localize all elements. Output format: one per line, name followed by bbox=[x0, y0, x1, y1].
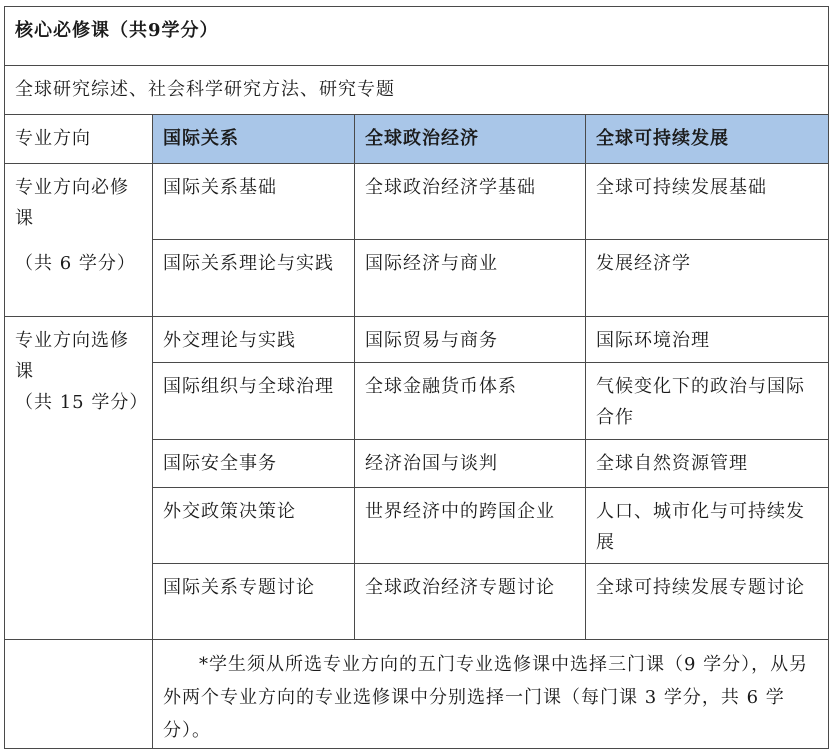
core-courses-row bbox=[5, 66, 829, 115]
core-title-row bbox=[5, 7, 829, 66]
elective-note: *学生须从所选专业方向的五门专业选修课中选择三门课（9 学分），从另外两个专业方向的专业选修课中分别选择一门课（每门课 3 学分，共 6 学分）。 bbox=[163, 654, 809, 741]
course-cell: 国际贸易与商务 bbox=[355, 317, 586, 363]
elective-category-label: 专业方向选修课 bbox=[15, 330, 129, 382]
course-cell: 外交政策决策论 bbox=[153, 488, 355, 564]
note-blank-cell bbox=[5, 640, 153, 749]
course-cell: 全球可持续发展专题讨论 bbox=[586, 564, 829, 640]
note-cell bbox=[153, 640, 829, 749]
direction-label: 专业方向 bbox=[5, 115, 153, 164]
course-cell: 全球政治经济学基础 bbox=[355, 164, 586, 240]
required-category-label: 专业方向必修课 bbox=[15, 177, 129, 229]
course-cell: 全球可持续发展基础 bbox=[586, 164, 829, 240]
course-cell: 国际环境治理 bbox=[586, 317, 829, 363]
course-cell: 全球自然资源管理 bbox=[586, 440, 829, 488]
track-header-gsd: 全球可持续发展 bbox=[586, 115, 829, 164]
course-cell: 国际关系基础 bbox=[153, 164, 355, 240]
course-cell: 世界经济中的跨国企业 bbox=[355, 488, 586, 564]
course-cell: 国际关系理论与实践 bbox=[153, 240, 355, 317]
course-cell: 外交理论与实践 bbox=[153, 317, 355, 363]
elective-category bbox=[5, 317, 153, 640]
elective-credits: （共 15 学分） bbox=[15, 392, 149, 413]
core-title: 核心必修课（共9学分） bbox=[5, 7, 829, 66]
course-cell: 全球政治经济专题讨论 bbox=[355, 564, 586, 640]
course-cell: 国际安全事务 bbox=[153, 440, 355, 488]
course-cell: 全球金融货币体系 bbox=[355, 363, 586, 440]
note-row bbox=[5, 640, 829, 749]
required-row-1 bbox=[5, 164, 829, 240]
course-cell: 国际关系专题讨论 bbox=[153, 564, 355, 640]
elective-row-1 bbox=[5, 317, 829, 363]
required-credits: （共 6 学分） bbox=[15, 253, 136, 274]
course-cell: 气候变化下的政治与国际合作 bbox=[586, 363, 829, 440]
core-courses: 全球研究综述、社会科学研究方法、研究专题 bbox=[5, 66, 829, 115]
required-category bbox=[5, 164, 153, 317]
course-cell: 国际经济与商业 bbox=[355, 240, 586, 317]
track-header-gpe: 全球政治经济 bbox=[355, 115, 586, 164]
track-header-ir: 国际关系 bbox=[153, 115, 355, 164]
header-row bbox=[5, 115, 829, 164]
course-cell: 国际组织与全球治理 bbox=[153, 363, 355, 440]
curriculum-table bbox=[4, 6, 829, 749]
course-cell: 人口、城市化与可持续发展 bbox=[586, 488, 829, 564]
course-cell: 发展经济学 bbox=[586, 240, 829, 317]
course-cell: 经济治国与谈判 bbox=[355, 440, 586, 488]
